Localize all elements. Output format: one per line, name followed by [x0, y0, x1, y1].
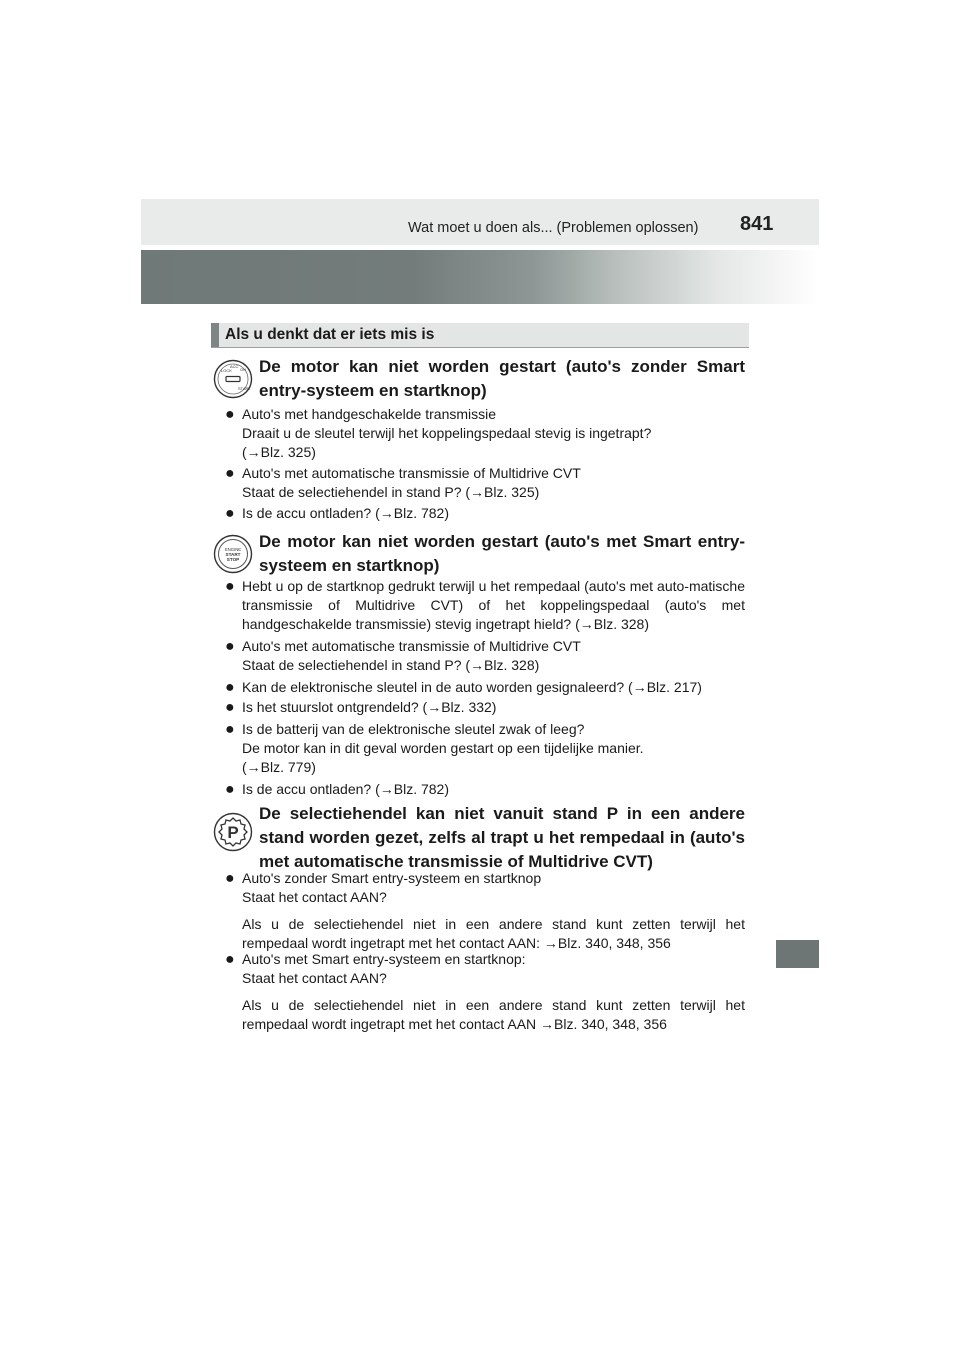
icon-label: STOP: [226, 557, 240, 562]
page-number: 841: [740, 213, 774, 235]
list-item: ● Auto's met automatische transmissie of Multidrive CVT Staat de selectiehendel in stand P? (→Blz. 325): [225, 465, 581, 500]
list-item: ● Auto's met handgeschakelde transmissie Draait u de sleutel terwijl het koppelingspedaal stevig is ingetrapt? (→Blz. 325): [225, 406, 652, 460]
list-item: ● Hebt u op de startknop gedrukt terwijl u het rempedaal (auto's met auto-matische transmissie of Multidrive CVT) of het koppelingspedaal (auto's met handgeschakelde transmissie) stevig ingetrapt hield? (→Blz. 328): [225, 578, 745, 632]
icon-label: ON: [240, 367, 246, 372]
list-item: ● Is de accu ontladen? (→Blz. 782): [225, 505, 450, 522]
list-item: ● Kan de elektronische sleutel in de auto worden gesignaleerd? (→Blz. 217): [225, 679, 702, 696]
icon-label: ENGINE: [224, 547, 242, 552]
engine-start-stop-button-icon: [213, 534, 253, 574]
block-1-title: De motor kan niet worden gestart (auto's zonder Smart entry-systeem en startknop): [259, 357, 745, 400]
section-heading-bar: [211, 323, 219, 347]
chapter-tab: [776, 940, 819, 968]
park-gear-icon: [213, 812, 253, 852]
chapter-banner: [141, 250, 819, 304]
block-3-title: De selectiehendel kan niet vanuit stand P in een andere stand worden gezet, zelfs al trapt u het rempedaal in (auto's met automatische transmissie of Multidrive CVT): [259, 804, 745, 871]
icon-label: START: [238, 386, 251, 391]
icon-label: ACC: [230, 364, 239, 369]
icon-label: LOCK: [221, 368, 232, 373]
section-heading: [211, 323, 749, 348]
icon-label: START: [225, 552, 241, 557]
chapter-title: Wat moet u doen als... (Problemen oplossen): [408, 220, 699, 236]
list-item: ● Is het stuurslot ontgrendeld? (→Blz. 332): [225, 699, 497, 716]
ignition-key-icon: [213, 359, 253, 399]
list-item: ● Is de batterij van de elektronische sleutel zwak of leeg? De motor kan in dit geval worden gestart op een tijdelijke manier. (→Blz. 779): [225, 721, 644, 775]
icon-label: P: [227, 823, 239, 842]
list-item: ● Auto's zonder Smart entry-systeem en startknop Staat het contact AAN? Als u de selectiehendel niet in een andere stand kunt zetten terwijl het rempedaal wordt ingetrapt met het contact AAN: →Blz. 340, 348, 356: [225, 870, 745, 951]
list-item: ● Is de accu ontladen? (→Blz. 782): [225, 781, 450, 798]
block-2-title: De motor kan niet worden gestart (auto's met Smart entry-systeem en startknop): [259, 532, 745, 575]
list-item: ● Auto's met Smart entry-systeem en startknop: Staat het contact AAN? Als u de selectiehendel niet in een andere stand kunt zetten terwijl het rempedaal wordt ingetrapt met het contact AAN →Blz. 340, 348, 356: [225, 951, 745, 1032]
list-item: ● Auto's met automatische transmissie of Multidrive CVT Staat de selectiehendel in stand P? (→Blz. 328): [225, 638, 581, 673]
section-heading-text: Als u denkt dat er iets mis is: [225, 326, 435, 343]
